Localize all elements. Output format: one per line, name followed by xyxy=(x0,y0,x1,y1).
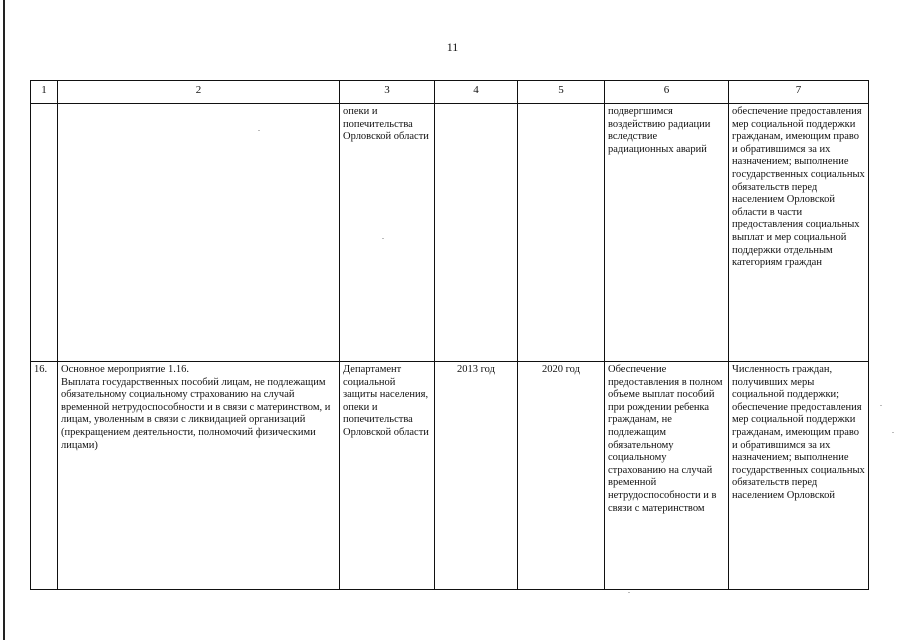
executor-cell: опеки и попечительства Орловской области xyxy=(340,104,435,362)
scan-speck xyxy=(382,238,384,239)
start-year-cell: 2013 год xyxy=(435,362,518,590)
column-header: 1 xyxy=(31,81,58,104)
result-cell: подвергшимся воздействию радиации вследствие радиационных аварий xyxy=(605,104,729,362)
indicator-cell: обеспечение предоставления мер социальной поддержки гражданам, имеющим право и обратившимся за их назначением; выполнение государственных социальных обязательств перед населением Орловской области в части предоставления социальных выплат и мер социальной поддержки отдельным категориям граждан xyxy=(729,104,869,362)
table-header-row xyxy=(31,81,869,104)
result-cell: Обеспечение предоставления в полном объеме выплат пособий при рождении ребенка гражданам, не подлежащим обязательному социальному страхованию на случай временной нетрудоспособности и в связи с материнством xyxy=(605,362,729,590)
event-cell xyxy=(58,362,340,590)
end-year-cell: 2020 год xyxy=(518,362,605,590)
scan-speck xyxy=(880,405,882,406)
event-cell xyxy=(58,104,340,362)
column-header: 2 xyxy=(58,81,340,104)
start-year-cell xyxy=(435,104,518,362)
column-header: 6 xyxy=(605,81,729,104)
left-margin-line xyxy=(3,0,5,640)
event-description: Выплата государственных пособий лицам, не подлежащим обязательному социальному страхованию на случай временной нетрудоспособности и в связи с материнством, и лицам, уволенным в связи с ликвидацией организаций (прекращением деятельности, полномочий физическими лицами) xyxy=(61,376,331,451)
table-row xyxy=(31,104,869,362)
column-header: 7 xyxy=(729,81,869,104)
row-number-cell xyxy=(31,104,58,362)
program-table xyxy=(30,80,869,590)
scan-speck xyxy=(628,592,630,593)
page-number: 11 xyxy=(446,40,459,54)
column-header: 3 xyxy=(340,81,435,104)
column-header: 4 xyxy=(435,81,518,104)
row-number-cell: 16. xyxy=(31,362,58,590)
end-year-cell xyxy=(518,104,605,362)
scan-speck xyxy=(892,432,894,433)
column-header: 5 xyxy=(518,81,605,104)
event-title: Основное мероприятие 1.16. xyxy=(61,364,189,375)
table-row xyxy=(31,362,869,590)
scan-speck xyxy=(258,130,260,131)
executor-cell: Департамент социальной защиты населения, опеки и попечительства Орловской области xyxy=(340,362,435,590)
indicator-cell: Численность граждан, получивших меры социальной поддержки; обеспечение предоставления мер социальной поддержки гражданам, имеющим право и обратившимся за их назначением; выполнение государственных социальных обязательств перед населением Орловской xyxy=(729,362,869,590)
